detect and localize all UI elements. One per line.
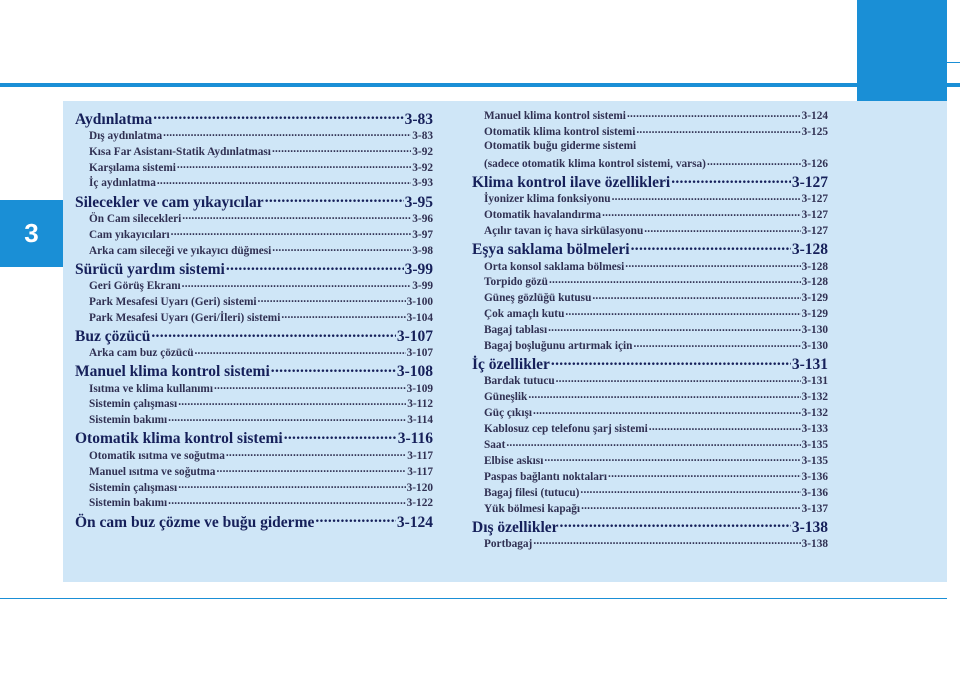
toc-section-entry[interactable] [75,258,433,278]
entry-page-number: 3-117 [407,465,433,478]
dot-leader [528,389,800,400]
entry-title: Güneşlik [484,391,528,404]
entry-title: Otomatik klima kontrol sistemi [484,126,636,139]
toc-subsection-entry[interactable] [75,380,433,396]
toc-subsection-entry[interactable] [75,495,433,511]
toc-subsection-entry[interactable] [472,468,828,484]
entry-title: Park Mesafesi Uyarı (Geri/İleri) sistemi [89,311,281,324]
toc-subsection-entry[interactable] [75,242,433,258]
corner-block [857,0,947,101]
entry-title: Açılır tavan iç hava sirkülasyonu [484,225,644,238]
dot-leader [707,156,801,167]
entry-title: Manuel ısıtma ve soğutma [89,465,216,478]
entry-page-number: 3-99 [412,280,433,293]
entry-page-number: 3-135 [801,438,828,451]
dot-leader [592,290,800,301]
entry-page-number: 3-128 [801,260,828,273]
toc-subsection-entry[interactable] [75,159,433,175]
dot-leader [315,511,395,527]
entry-title: Sürücü yardım sistemi [75,260,225,278]
toc-subsection-entry[interactable] [75,479,433,495]
dot-leader [548,322,801,333]
dot-leader [271,361,396,377]
entry-page-number: 3-128 [791,241,828,259]
entry-page-number: 3-109 [406,382,433,395]
dot-leader [182,278,412,289]
entry-page-number: 3-127 [801,225,828,238]
entry-title: Güneş gözlüğü kutusu [484,292,592,305]
entry-title: Torpido gözü [484,276,548,289]
toc-section-entry[interactable] [472,239,828,259]
entry-title: Saat [484,438,506,451]
dot-leader [226,258,404,274]
toc-subsection-entry[interactable] [75,412,433,428]
entry-title: Ön cam buz çözme ve buğu giderme [75,513,315,531]
entry-title: Paspas bağlantı noktaları [484,470,608,483]
entry-title: Kablosuz cep telefonu şarj sistemi [484,423,648,436]
entry-title: Bardak tutucu [484,375,555,388]
entry-page-number: 3-107 [396,327,433,345]
entry-title: Karşılama sistemi [89,161,176,174]
entry-title: Park Mesafesi Uyarı (Geri) sistemi [89,295,257,308]
entry-page-number: 3-104 [406,311,433,324]
entry-page-number: 3-130 [801,339,828,352]
dot-leader [549,274,801,285]
toc-section-entry[interactable] [75,191,433,211]
toc-subsection-entry[interactable] [472,124,828,140]
entry-page-number: 3-137 [801,502,828,515]
toc-subsection-entry[interactable] [472,207,828,223]
dot-leader [556,373,801,384]
toc-section-entry[interactable] [75,511,433,531]
entry-title: Manuel klima kontrol sistemi [75,363,270,381]
toc-subsection-entry[interactable] [75,294,433,310]
toc-subsection-entry[interactable] [472,258,828,274]
dot-leader [565,306,800,317]
toc-subsection-entry[interactable] [472,453,828,469]
entry-page-number: 3-83 [412,129,433,142]
toc-subsection-entry[interactable] [472,405,828,421]
entry-page-number: 3-95 [404,193,433,211]
entry-title: Yük bölmesi kapağı [484,502,581,515]
entry-title: Sistemin bakımı [89,497,168,510]
entry-title: Manuel klima kontrol sistemi [484,110,626,123]
entry-title: Geri Görüş Ekranı [89,280,181,293]
toc-right-column [472,108,828,551]
toc-subsection-entry[interactable] [75,143,433,159]
dot-leader [631,239,791,255]
dot-leader [608,468,801,479]
toc-subsection-entry[interactable] [472,437,828,453]
dot-leader [560,516,791,532]
toc-subsection-entry[interactable] [472,191,828,207]
entry-title: Dış özellikler [472,518,559,536]
dot-leader [151,325,395,341]
dot-leader [214,380,406,391]
entry-page-number: 3-124 [801,110,828,123]
toc-subsection-entry[interactable] [472,290,828,306]
toc-subsection-entry[interactable] [472,108,828,124]
entry-page-number: 3-114 [407,414,433,427]
entry-title: Ön Cam silecekleri [89,212,182,225]
dot-leader [171,226,412,237]
toc-subsection-entry[interactable] [472,373,828,389]
dot-leader [636,124,800,135]
entry-page-number: 3-136 [801,486,828,499]
dot-leader [627,108,801,119]
dot-leader [153,108,403,124]
entry-page-number: 3-133 [801,423,828,436]
entry-page-number: 3-96 [412,212,433,225]
dot-leader [168,495,405,506]
dot-leader [178,396,406,407]
chapter-tab: 3 [0,200,63,267]
entry-page-number: 3-117 [407,449,433,462]
entry-title: Klima kontrol ilave özellikleri [472,174,671,192]
dot-leader [580,484,800,495]
entry-title: Orta konsol saklama bölmesi [484,260,625,273]
entry-page-number: 3-132 [801,407,828,420]
toc-section-entry[interactable] [75,108,433,128]
entry-page-number: 3-99 [404,260,433,278]
entry-page-number: 3-112 [407,398,433,411]
toc-section-entry[interactable] [75,325,433,345]
dot-leader [157,175,411,186]
toc-section-entry[interactable] [472,516,828,536]
dot-leader [182,211,411,222]
header-rule [0,83,960,87]
entry-page-number: 3-100 [406,295,433,308]
dot-leader [625,258,800,269]
dot-leader [533,405,801,416]
toc-left-column [75,108,433,531]
entry-page-number: 3-97 [412,228,433,241]
toc-subsection-entry[interactable] [75,345,433,361]
toc-section-entry[interactable] [75,361,433,381]
toc-section-entry[interactable] [472,172,828,192]
toc-subsection-entry[interactable] [472,156,828,172]
entry-page-number: 3-131 [801,375,828,388]
toc-subsection-entry[interactable] [75,211,433,227]
dot-leader [612,191,801,202]
toc-section-entry[interactable] [75,428,433,448]
toc-subsection-entry[interactable] [472,274,828,290]
dot-leader [177,159,411,170]
entry-title: Portbagaj [484,537,533,550]
dot-leader [216,463,406,474]
entry-title: Otomatik klima kontrol sistemi [75,430,283,448]
entry-page-number: 3-138 [791,518,828,536]
entry-page-number: 3-127 [801,209,828,222]
entry-title: Bagaj tablası [484,324,548,337]
toc-subsection-entry[interactable] [75,226,433,242]
entry-page-number: 3-108 [396,363,433,381]
entry-page-number: 3-93 [412,177,433,190]
entry-title: Silecekler ve cam yıkayıcılar [75,193,264,211]
dot-leader [551,354,791,370]
entry-title: Bagaj filesi (tutucu) [484,486,580,499]
toc-subsection-entry[interactable] [75,396,433,412]
dot-leader [544,453,800,464]
toc-subsection-entry[interactable] [75,310,433,326]
dot-leader [506,437,800,448]
dot-leader [178,479,405,490]
toc-subsection-entry[interactable] [75,128,433,144]
dot-leader [284,428,397,444]
entry-page-number: 3-92 [412,161,433,174]
entry-page-number: 3-122 [406,497,433,510]
dot-leader [644,223,800,234]
entry-title: Cam yıkayıcıları [89,228,170,241]
entry-page-number: 3-128 [801,276,828,289]
dot-leader [281,310,405,321]
entry-title: Sistemin çalışması [89,481,178,494]
entry-title: Arka cam buz çözücü [89,347,194,360]
dot-leader [671,172,791,188]
entry-page-number: 3-107 [406,347,433,360]
entry-title: Dış aydınlatma [89,129,163,142]
entry-title: Çok amaçlı kutu [484,308,565,321]
entry-page-number: 3-127 [791,174,828,192]
entry-page-number: 3-126 [801,157,828,170]
dot-leader [533,536,800,547]
entry-title: Güç çıkışı [484,407,533,420]
toc-subsection-entry[interactable] [472,306,828,322]
dot-leader [633,338,800,349]
entry-page-number: 3-135 [801,454,828,467]
entry-page-number: 3-136 [801,470,828,483]
entry-title: Otomatik havalandırma [484,209,602,222]
entry-page-number: 3-131 [791,356,828,374]
dot-leader [226,447,406,458]
toc-subsection-entry[interactable] [472,223,828,239]
entry-page-number: 3-124 [396,513,433,531]
entry-page-number: 3-127 [801,193,828,206]
dot-leader [258,294,406,305]
entry-title: Isıtma ve klima kullanımı [89,382,213,395]
toc-subsection-entry[interactable] [472,140,828,156]
dot-leader [581,500,801,511]
entry-page-number: 3-83 [404,110,433,128]
entry-title: İç aydınlatma [89,177,156,190]
toc-subsection-entry[interactable] [472,322,828,338]
entry-page-number: 3-116 [397,430,433,448]
entry-title: Bagaj boşluğunu artırmak için [484,339,633,352]
entry-page-number: 3-92 [412,145,433,158]
entry-title: Eşya saklama bölmeleri [472,241,630,259]
entry-title: İç özellikler [472,356,550,374]
dot-leader [265,191,404,207]
dot-leader [272,143,411,154]
entry-title: Kısa Far Asistanı-Statik Aydınlatması [89,145,271,158]
entry-page-number: 3-130 [801,324,828,337]
entry-page-number: 3-98 [412,244,433,257]
dot-leader [168,412,406,423]
toc-subsection-entry[interactable] [472,536,828,552]
entry-title: İyonizer klima fonksiyonu [484,193,611,206]
entry-title: Otomatik ısıtma ve soğutma [89,449,225,462]
toc-subsection-entry[interactable] [75,463,433,479]
corner-stripe [947,62,960,63]
toc-subsection-entry[interactable] [472,389,828,405]
dot-leader [163,128,411,139]
entry-page-number: 3-138 [801,537,828,550]
entry-title: Arka cam sileceği ve yıkayıcı düğmesi [89,244,272,257]
toc-subsection-entry[interactable] [75,175,433,191]
toc-subsection-entry[interactable] [75,278,433,294]
entry-page-number: 3-129 [801,292,828,305]
footer-rule [0,598,947,599]
dot-leader [602,207,801,218]
entry-title: (sadece otomatik klima kontrol sistemi, varsa) [484,157,706,170]
dot-leader [272,242,411,253]
entry-page-number: 3-129 [801,308,828,321]
entry-title: Buz çözücü [75,327,151,345]
entry-title: Aydınlatma [75,110,153,128]
toc-subsection-entry[interactable] [472,421,828,437]
entry-page-number: 3-132 [801,391,828,404]
entry-page-number: 3-125 [801,126,828,139]
entry-title: Sistemin çalışması [89,398,178,411]
toc-subsection-entry[interactable] [472,338,828,354]
toc-subsection-entry[interactable] [472,484,828,500]
entry-title: Elbise askısı [484,454,544,467]
toc-section-entry[interactable] [472,354,828,374]
toc-subsection-entry[interactable] [472,500,828,516]
dot-leader [649,421,801,432]
dot-leader [195,345,406,356]
entry-page-number: 3-120 [406,481,433,494]
entry-title: Sistemin bakımı [89,414,168,427]
entry-title: Otomatik buğu giderme sistemi [484,139,637,152]
toc-subsection-entry[interactable] [75,447,433,463]
